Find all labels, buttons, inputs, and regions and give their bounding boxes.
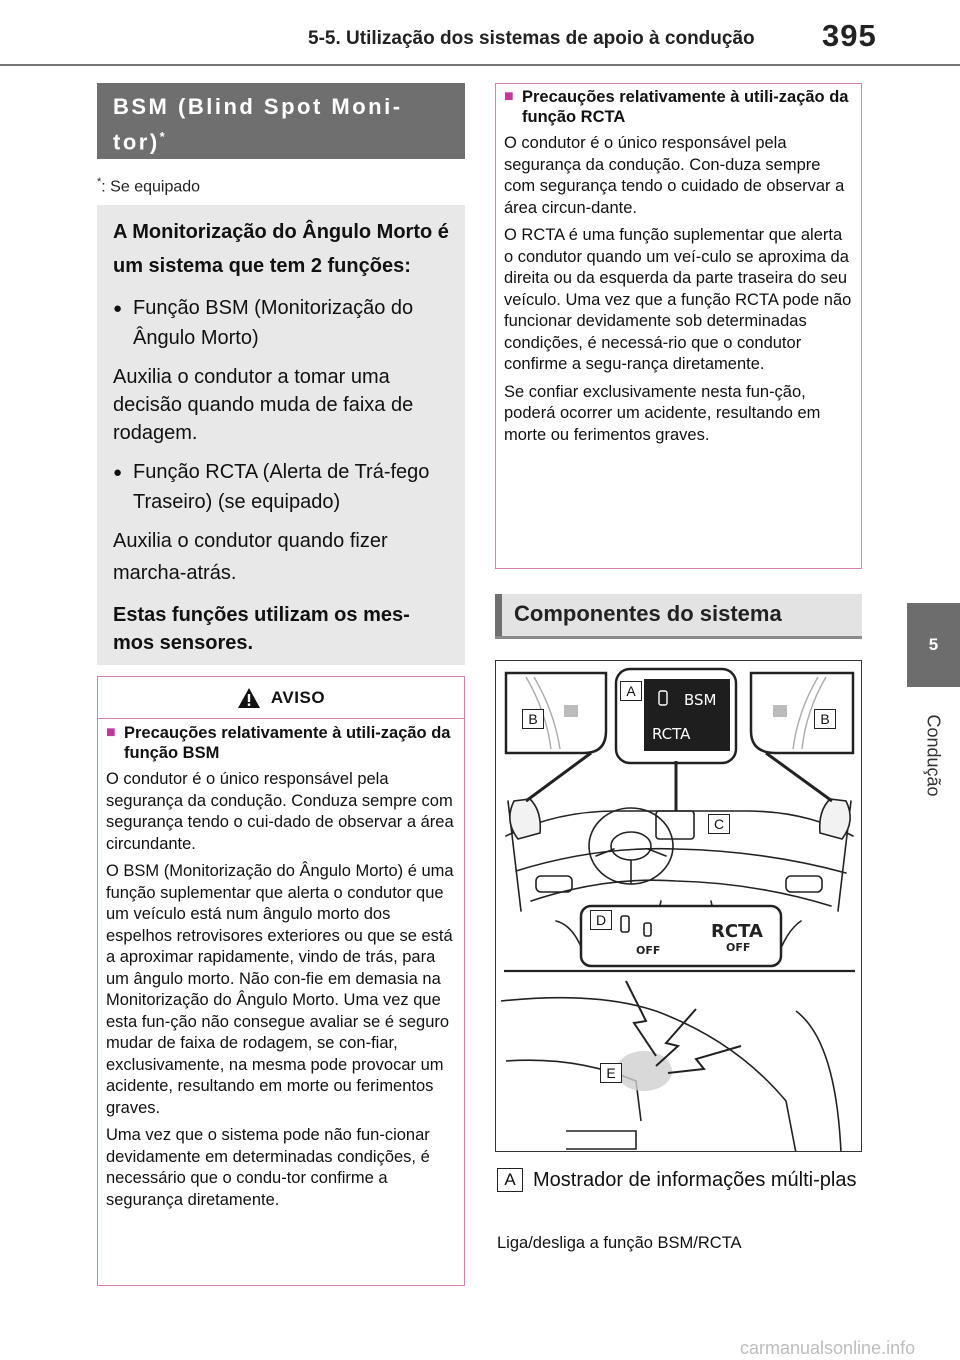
intro-text-bsm: Auxilia o condutor a tomar uma decisão quando muda de faixa de rodagem. [113, 366, 414, 444]
chapter-label [905, 700, 960, 810]
components-title-rule [495, 636, 862, 639]
section-title: 5-5. Utilização dos sistemas de apoio à condução [308, 28, 755, 49]
intro-closing: Estas funções utilizam os mes-mos sensores. [113, 604, 410, 654]
chapter-number: 5 [928, 635, 939, 654]
rcta-paragraph-2: O RCTA é uma função suplementar que alerta o condutor quando um veí-culo se aproxima da direita ou da esquerda da parte traseira do seu veículo. Uma vez que a função RCTA pode não funcionar devidamente sob determinadas condições, é necessá-rio que o condutor confirme a segu-rança diretamente. [504, 226, 852, 373]
figure-label-b-right: B [814, 709, 836, 729]
chapter-tab[interactable] [907, 603, 960, 687]
page-number: 395 [822, 18, 877, 53]
square-bullet-icon: ■ [504, 88, 514, 105]
warning-heading-text: Precauções relativamente à utili-zação da função BSM [124, 724, 451, 762]
rcta-heading [504, 87, 853, 127]
bsm-title-text: BSM (Blind Spot Moni-tor) [113, 94, 403, 155]
chapter-label-text: Condução [923, 713, 944, 797]
footnote-mark: * [97, 176, 102, 188]
rcta-paragraph-3: Se confiar exclusivamente nesta fun-ção, poderá ocorrer um acidente, resultando em morte ou ferimentos graves. [504, 382, 821, 444]
header-rule [0, 64, 960, 66]
caption-subtext: Liga/desliga a função BSM/RCTA [497, 1234, 742, 1252]
figure-label-e: E [600, 1063, 622, 1083]
bullet-rcta [113, 457, 449, 517]
display-bsm-label: BSM [684, 691, 717, 709]
warning-heading [106, 723, 456, 763]
rcta-precautions-box [495, 83, 862, 569]
figure-label-b-left: B [522, 709, 544, 729]
watermark: carmanualsonline.info [740, 1338, 916, 1358]
caption-text: Mostrador de informações múlti-plas [533, 1169, 857, 1191]
bsm-section-title [97, 83, 465, 159]
intro-lead: A Monitorização do Ângulo Morto é um sistema que tem 2 funções: [113, 221, 449, 277]
switch-off-label: OFF [636, 944, 661, 957]
warning-label: AVISO [270, 687, 326, 707]
bullet-bsm [113, 293, 449, 353]
warning-paragraph-1: O condutor é o único responsável pela segurança da condução. Conduza sempre com segurança tendo o cui-dado de observar a área circundante. [106, 770, 454, 853]
warning-triangle-icon [237, 687, 261, 709]
square-bullet-icon: ■ [106, 724, 116, 741]
warning-box [97, 676, 465, 1286]
display-rcta-label: RCTA [652, 725, 691, 743]
system-components-figure [495, 660, 862, 1152]
figure-label-c: C [708, 814, 730, 834]
intro-box [97, 205, 465, 665]
switch-off-label-2: OFF [726, 941, 751, 954]
footnote [97, 176, 200, 196]
figure-label-a: A [620, 681, 642, 701]
intro-text-rcta: Auxilia o condutor quando fizer marcha-atrás. [113, 530, 388, 584]
dashboard-illustration [496, 661, 862, 1152]
bullet-bsm-text: Função BSM (Monitorização do Ângulo Morto) [133, 297, 414, 349]
warning-paragraph-2: O BSM (Monitorização do Ângulo Morto) é uma função suplementar que alerta o condutor que um veículo está num ângulo morto dos espelhos retrovisores exteriores ou que se está a aproximar rapidamente, vindo de trás, para um ângulo morto. Não con-fie em demasia na Monitorização do Ângulo Morto. Uma vez que esta fun-ção não consegue avaliar se é seguro mudar de faixa de rodagem, se con-fiar, exclusivamente, na mesma pode provocar um acidente, resultando em morte ou ferimentos graves. [106, 862, 454, 1117]
bullet-rcta-text: Função RCTA (Alerta de Trá-fego Traseiro) (se equipado) [133, 461, 430, 513]
bullet-dot-icon: ● [113, 464, 123, 481]
footnote-text: : Se equipado [101, 178, 201, 196]
bullet-dot-icon: ● [113, 300, 123, 317]
caption-marker: A [497, 1168, 523, 1192]
rcta-paragraph-1: O condutor é o único responsável pela segurança da condução. Con-duza sempre com segurança tendo o cuidado de observar a área circun-dante. [504, 134, 845, 217]
rcta-heading-text: Precauções relativamente à utili-zação da função RCTA [522, 88, 849, 126]
components-title: Componentes do sistema [495, 594, 862, 638]
switch-rcta-label: RCTA [711, 921, 763, 942]
warning-paragraph-3: Uma vez que o sistema pode não fun-cionar devidamente em determinadas condições, é necessário que o condu-tor confirme a segurança diretamente. [106, 1126, 430, 1209]
warning-header [98, 677, 464, 719]
figure-label-d: D [590, 910, 612, 930]
bsm-title-mark: * [159, 129, 165, 144]
